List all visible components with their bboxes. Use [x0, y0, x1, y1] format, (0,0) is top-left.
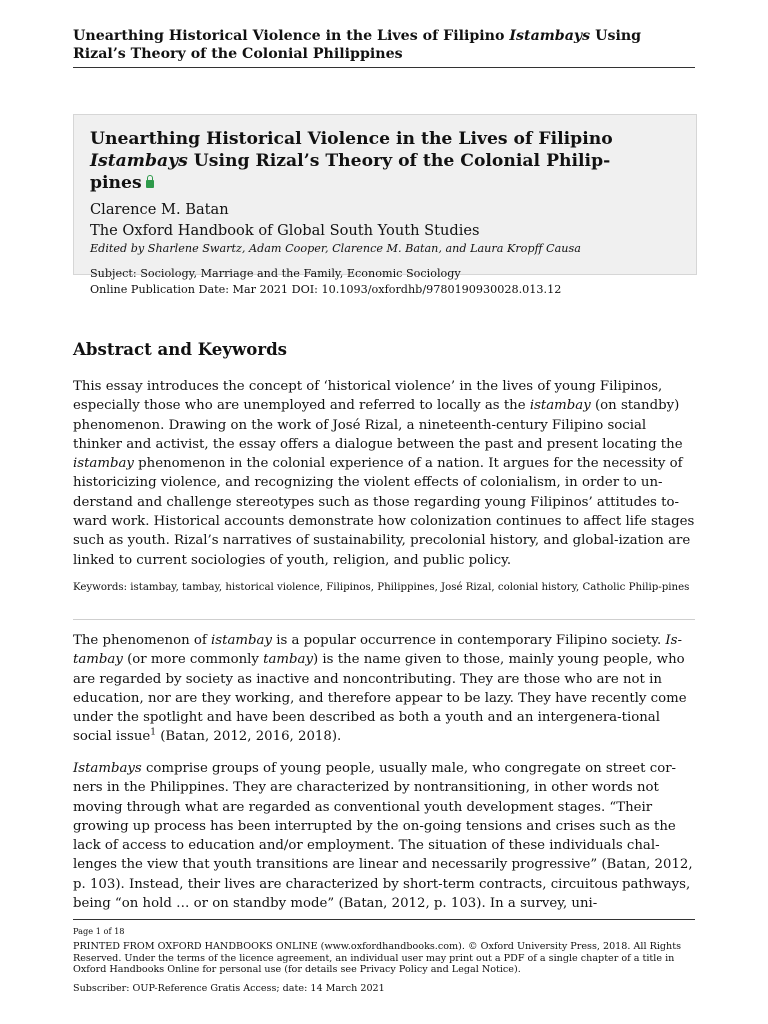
section-title: Abstract and Keywords [73, 339, 288, 359]
header-rule [73, 67, 695, 68]
p1-text-1: The phenomenon of [73, 633, 212, 648]
chapter-title [90, 128, 680, 194]
subscriber-line: Subscriber: OUP-Reference Gratis Access; date: 14 March 2021 [73, 983, 385, 994]
author-name[interactable]: Clarence M. Batan [90, 201, 229, 218]
chapter-title-italic: Istambays [90, 151, 188, 171]
publication-info: Online Publication Date: Mar 2021 DOI: 10.1093/oxfordhb/9780190930028.013.12 [90, 283, 562, 296]
page-number: Page 1 of 18 [73, 926, 125, 936]
chapter-title-text-2: Using Rizal’s Theory of the Colonial Philip- [187, 151, 611, 171]
p2-italic-1: Istambays [73, 761, 142, 776]
body-paragraph-1 [73, 631, 695, 747]
abstract-text-2: (on standby) phenomenon. Drawing on the work of José Rizal, a nineteenth-century Filipino social thinker and activist, the essay offers a dialogue between the past and present locating the [73, 398, 683, 452]
section-divider [73, 619, 695, 620]
p1-italic-2: Is-tambay [73, 633, 682, 668]
p1-italic-3: tambay [263, 652, 313, 668]
running-head-italic: Istambays [509, 28, 591, 44]
chapter-title-text: Unearthing Historical Violence in the Lives of Filipino [90, 129, 613, 149]
running-head-text: Unearthing Historical Violence in the Lives of Filipino [73, 28, 510, 44]
print-notice: PRINTED FROM OXFORD HANDBOOKS ONLINE (www.oxfordhandbooks.com). © Oxford University Press, 2018. All Rights Reserved. Under the terms of the licence agreement, an individual user may print out a PDF of a single chapter of a title in Oxford Handbooks Online for personal use (for details see Privacy Policy and Legal Notice). [73, 941, 681, 975]
abstract-italic-1: istambay [529, 398, 591, 414]
abstract-text-3: phenomenon in the colonial experience of a nation. It argues for the necessity of historicizing violence, and recognizing the violent effects of colonialism, in order to un-derstand and challenge stereotypes such as those regarding young Filipinos’ attitudes to-ward work. Historical accounts demonstrate how colonization continues to affect life stages such as youth. Rizal’s narratives of sustainability, precolonial history, and global-ization are linked to current sociologies of youth, religion, and public policy. [73, 456, 695, 568]
p1-text-5: (Batan, 2012, 2016, 2018). [156, 729, 342, 745]
abstract-italic-2: istambay [73, 456, 134, 472]
footnote-marker[interactable]: 1 [150, 728, 157, 739]
open-access-lock-icon [146, 180, 154, 188]
p2-text-1: comprise groups of young people, usually male, who congregate on street cor-ners in the Philippines. They are characterized by nontransitioning, in other words not moving through what are regarded as conventional youth development stages. “Their growing up process has been interrupted by the on-going tensions and crises such as the lack of access to education and/or employment. The situation of these individuals chal-lenges the view that youth transitions are linear and necessarily progressive” (Batan, 2012, p. 103). Instead, their lives are characterized by short-term contracts, circuitous pathways, being “on hold … or on standby mode” (Batan, 2012, p. 103). In a survey, uni- [73, 761, 693, 912]
p1-text-3: (or more commonly [122, 652, 264, 668]
p1-text-2: is a popular occurrence in contemporary Filipino society. [271, 633, 666, 648]
running-head [73, 27, 695, 63]
p1-italic-1: istambay [211, 633, 272, 648]
handbook-title[interactable]: The Oxford Handbook of Global South Youth Studies [90, 222, 480, 239]
p1-text-4: ) is the name given to those, mainly young people, who are regarded by society as inactive and noncontributing. They are those who are not in education, nor are they working, and therefore appear to be lazy. They have recently come under the spotlight and have been described as both a youth and an intergenera-tional social issue [73, 652, 687, 745]
footer-rule [73, 919, 695, 920]
chapter-title-text-3: pines [90, 173, 142, 193]
title-box [73, 114, 697, 296]
subject-line: Subject: Sociology, Marriage and the Family, Economic Sociology [90, 267, 461, 280]
abstract-paragraph [73, 377, 695, 570]
running-head-text-2: Using Rizal’s Theory of the Colonial Philippines [73, 28, 642, 62]
keywords-line: Keywords: istambay, tambay, historical violence, Filipinos, Philippines, José Rizal, colonial history, Catholic Philip-pines [73, 582, 690, 593]
body-paragraph-2 [73, 759, 695, 913]
abstract-text-1: This essay introduces the concept of ‘historical violence’ in the lives of young Filipinos, especially those who are unemployed and referred to locally as the [73, 379, 663, 414]
editors-line: Edited by Sharlene Swartz, Adam Cooper, Clarence M. Batan, and Laura Kropff Causa [90, 242, 581, 255]
